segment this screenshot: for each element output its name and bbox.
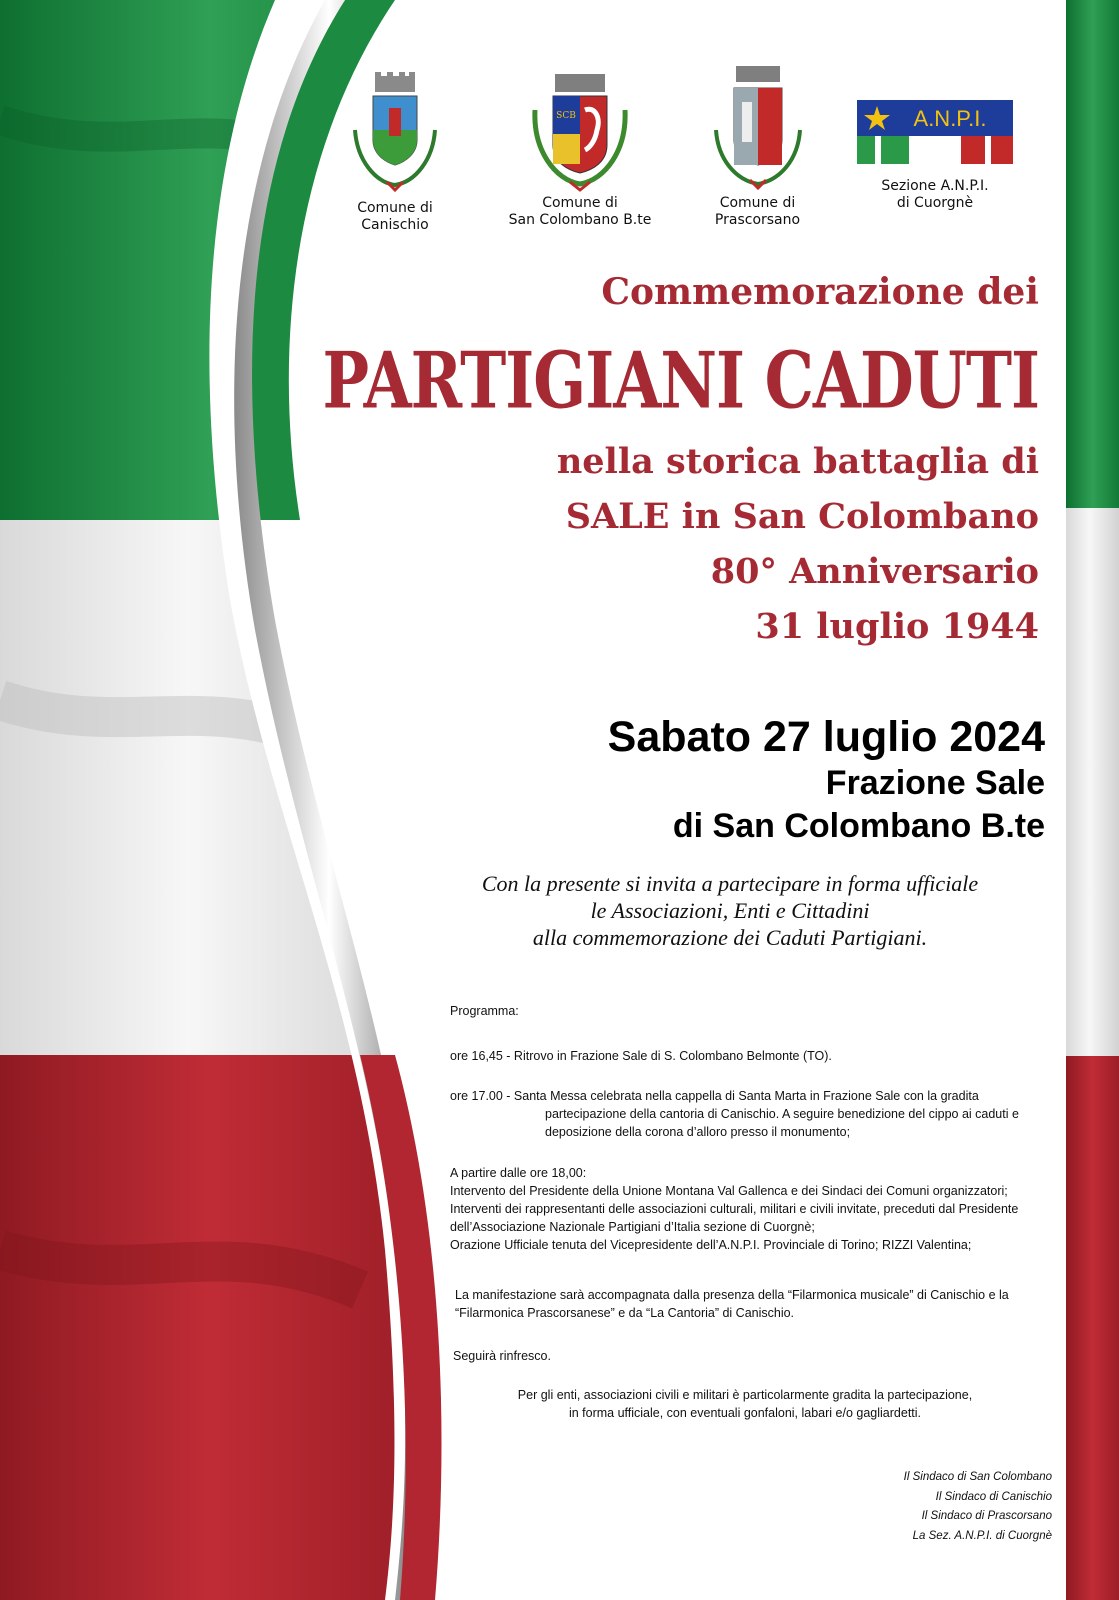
title-line-6: 31 luglio 1944 xyxy=(755,606,1039,647)
programme-line: La manifestazione sarà accompagnata dalla presenza della “Filarmonica musicale” di Canischio e la xyxy=(455,1288,1009,1302)
title-line-3: nella storica battaglia di xyxy=(556,441,1039,482)
signature-line: Il Sindaco di Prascorsano xyxy=(921,1510,1052,1522)
programme-item-2 xyxy=(450,1087,1019,1141)
programme-heading: Programma: xyxy=(450,1004,519,1018)
anpi-logo-icon xyxy=(855,98,1015,168)
programme-item-3 xyxy=(450,1164,1018,1254)
event-date: Sabato 27 luglio 2024 xyxy=(607,713,1045,761)
invitation-line: Con la presente si invita a partecipare in forma ufficiale xyxy=(481,871,979,896)
logo-caption-canischio: Comune di Canischio xyxy=(357,200,433,233)
logo-caption-anpi: Sezione A.N.P.I. di Cuorgnè xyxy=(881,178,989,211)
prascorsano-coat-of-arms-icon xyxy=(708,60,808,195)
anpi-logo-text: A.N.P.I. xyxy=(913,106,987,131)
main-title: PARTIGIANI CADUTI xyxy=(322,335,1039,427)
event-place-1: Frazione Sale xyxy=(825,764,1045,802)
programme-line: Per gli enti, associazioni civili e militari è particolarmente gradita la partecipazione, xyxy=(517,1388,973,1402)
programme-line: partecipazione della cantoria di Canischio. A seguire benedizione del cippo ai caduti e xyxy=(545,1107,1019,1121)
logo-anpi xyxy=(855,98,1015,212)
programme-line: ore 17.00 - Santa Messa celebrata nella cappella di Santa Marta in Frazione Sale con la gradita xyxy=(450,1089,979,1103)
signature-line: Il Sindaco di Canischio xyxy=(935,1490,1052,1503)
programme-music xyxy=(455,1286,1009,1322)
programme-note xyxy=(480,1386,1010,1422)
logo-san-colombano xyxy=(505,70,655,229)
signatures xyxy=(732,1468,1052,1546)
event-place-2: di San Colombano B.te xyxy=(672,807,1045,845)
logo-prascorsano xyxy=(700,60,815,229)
programme-line: Orazione Ufficiale tenuta del Vicepresidente dell’A.N.P.I. Provinciale di Torino; RIZZI Valentina; xyxy=(450,1238,972,1252)
canischio-coat-of-arms-icon xyxy=(345,70,445,200)
san-colombano-coat-of-arms-icon xyxy=(515,70,645,195)
programme-line: deposizione della corona d’alloro presso il monumento; xyxy=(545,1125,851,1139)
programme-refreshment: Seguirà rinfresco. xyxy=(453,1349,551,1363)
programme-line: in forma ufficiale, con eventuali gonfaloni, labari e/o gagliardetti. xyxy=(568,1406,922,1420)
signature-line: Il Sindaco di San Colombano xyxy=(903,1471,1052,1483)
programme-line: A partire dalle ore 18,00: xyxy=(450,1166,587,1180)
programme-line: Intervento del Presidente della Unione Montana Val Gallenca e dei Sindaci dei Comuni organizzatori; xyxy=(450,1184,1008,1198)
programme-line: “Filarmonica Prascorsanese” e da “La Cantoria” di Canischio. xyxy=(455,1306,795,1320)
logo-caption-san-colombano: Comune di San Colombano B.te xyxy=(508,195,652,228)
logo-canischio xyxy=(335,70,455,234)
shield-text: SCB xyxy=(556,111,576,121)
title-line-4: SALE in San Colombano xyxy=(565,496,1039,537)
programme-line: Interventi dei rappresentanti delle associazioni culturali, militari e civili invitate, preceduti dal Presidente xyxy=(450,1202,1019,1216)
invitation-line: alla commemorazione dei Caduti Partigiani. xyxy=(532,925,928,950)
title-line-5: 80° Anniversario xyxy=(710,551,1039,592)
invitation-line: le Associazioni, Enti e Cittadini xyxy=(590,898,870,923)
title-line-1: Commemorazione dei xyxy=(601,271,1039,313)
programme-item-1: ore 16,45 - Ritrovo in Frazione Sale di S. Colombano Belmonte (TO). xyxy=(450,1049,832,1063)
programme-line: dell’Associazione Nazionale Partigiani d’Italia sezione di Cuorgnè; xyxy=(450,1220,815,1234)
logo-caption-prascorsano: Comune di Prascorsano xyxy=(714,195,801,228)
signature-line: La Sez. A.N.P.I. di Cuorgnè xyxy=(912,1529,1052,1542)
invitation-text xyxy=(355,870,1105,951)
